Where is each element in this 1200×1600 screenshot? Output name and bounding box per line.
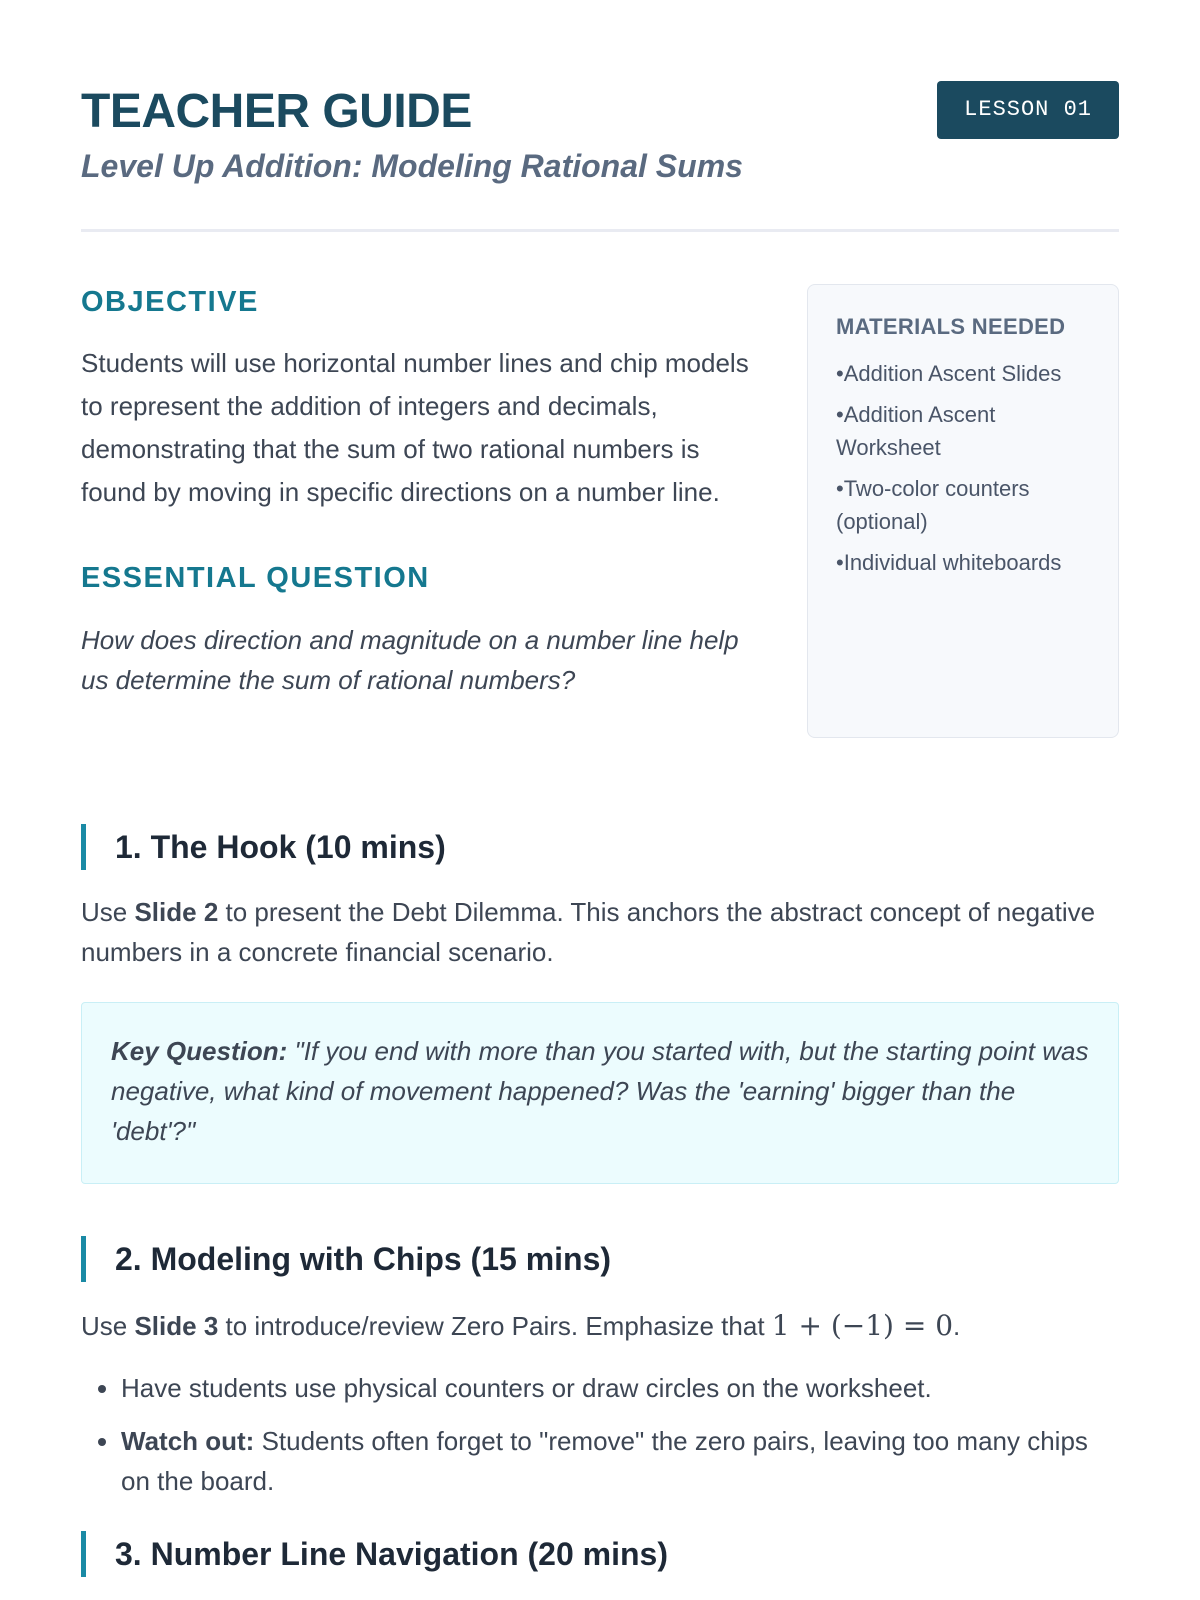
materials-item: • Addition Ascent Worksheet	[836, 398, 1090, 464]
step-1-text-before: Use	[81, 897, 135, 927]
page-header	[81, 0, 1119, 232]
step-2-heading: 2. Modeling with Chips (15 mins)	[81, 1236, 1119, 1282]
key-question-callout	[81, 1002, 1119, 1184]
step-1-text-after: to present the Debt Dilemma. This anchors the abstract concept of negative numbers in a concrete financial scenario.	[81, 897, 1096, 967]
step-2-bullet-text: Have students use physical counters or draw circles on the worksheet.	[121, 1373, 932, 1403]
materials-item: • Individual whiteboards	[836, 546, 1090, 579]
intro-section	[81, 284, 1119, 744]
materials-list	[836, 357, 1090, 579]
step-2-bullet-bold: Watch out:	[121, 1426, 255, 1456]
step-2-slide-ref: Slide 3	[134, 1311, 219, 1341]
materials-panel	[807, 284, 1119, 738]
zero-pair-equation: 1 + (−1) = 0	[771, 1309, 954, 1342]
step-2-bullet	[121, 1368, 1119, 1408]
page-title: TEACHER GUIDE	[81, 85, 472, 138]
step-1-heading: 1. The Hook (10 mins)	[81, 824, 1119, 870]
essential-question-text: How does direction and magnitude on a number line help us determine the sum of rational numbers?	[81, 625, 739, 695]
step-2-text-after: to introduce/review Zero Pairs. Emphasize that	[218, 1311, 772, 1341]
objective-text: Students will use horizontal number lines and chip models to represent the addition of integers and decimals, demonstrating that the sum of two rational numbers is found by moving in specific directions on a number line.	[81, 348, 749, 507]
key-question-text: "If you end with more than you started with, but the starting point was negative, what kind of movement happened? Was the 'earning' bigger than the 'debt'?"	[111, 1036, 1089, 1146]
objective-heading: OBJECTIVE	[81, 286, 259, 318]
key-question-label: Key Question:	[111, 1036, 288, 1066]
step-1-slide-ref: Slide 2	[134, 897, 219, 927]
step-2-text	[81, 1306, 1119, 1346]
materials-title: MATERIALS NEEDED	[836, 314, 1066, 339]
step-3-heading: 3. Number Line Navigation (20 mins)	[81, 1531, 1119, 1577]
step-1-text	[81, 892, 1119, 972]
materials-item: • Two-color counters (optional)	[836, 472, 1090, 538]
step-2-text-end: .	[953, 1311, 961, 1341]
lesson-badge: LESSON 01	[937, 81, 1119, 139]
step-2-bullet-text: Students often forget to "remove" the zero pairs, leaving too many chips on the board.	[121, 1426, 1088, 1496]
materials-item: • Addition Ascent Slides	[836, 357, 1090, 390]
step-2-bullet	[121, 1421, 1119, 1501]
step-2-bullets	[81, 1368, 1119, 1501]
intro-main-column	[81, 284, 761, 700]
step-2-text-before: Use	[81, 1311, 135, 1341]
essential-question-heading: ESSENTIAL QUESTION	[81, 562, 430, 594]
page-subtitle: Level Up Addition: Modeling Rational Sums	[81, 148, 743, 184]
